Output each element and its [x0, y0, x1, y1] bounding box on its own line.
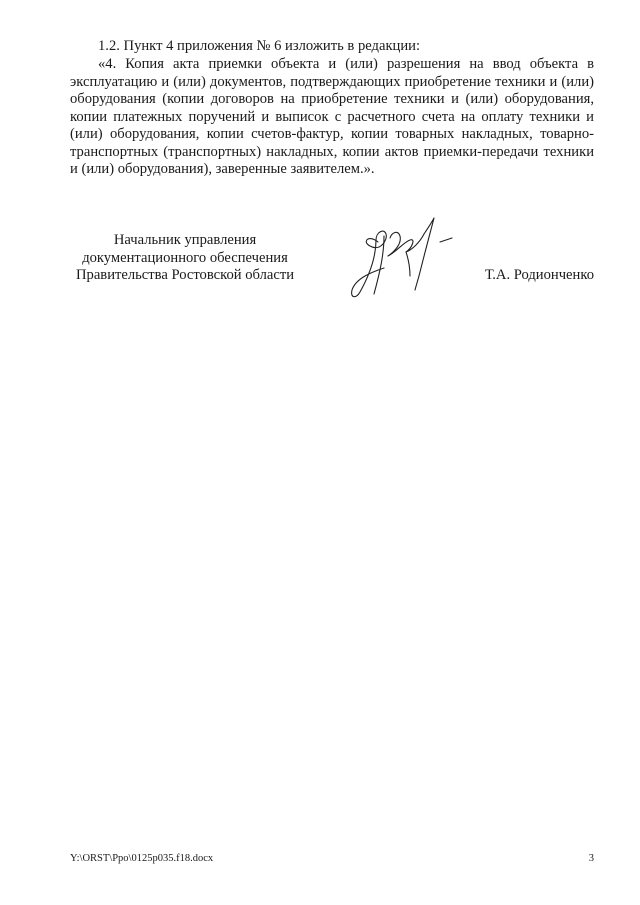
- item-text-paragraph: «4. Копия акта приемки объекта и (или) разрешения на ввод объекта в эксплуатацию и (или) документов, подтверждающих приобретение техники и (или) оборудования (копии договоров на приобретение техники и (или) оборудования, копии платежных поручений и выписок с расчетного счета на оплату техники и (или) оборудования, копии счетов-фактур, копии товарных накладных, товарно-транспортных (транспортных) накладных, копии актов приемки-передачи техники и (или) оборудования), заверенные заявителем.».: [70, 56, 594, 177]
- handwritten-signature-icon: [340, 212, 455, 307]
- footer-page-number: 3: [588, 853, 594, 864]
- signer-position-line-2: документационного обеспечения: [82, 249, 288, 266]
- signer-position-line-1: Начальник управления: [113, 232, 257, 248]
- item-heading: 1.2. Пункт 4 приложения № 6 изложить в редакции:: [98, 38, 421, 54]
- signer-name: Т.А. Родионченко: [484, 267, 594, 283]
- footer-file-path: Y:\ORST\Ppo\0125p035.f18.docx: [70, 853, 214, 864]
- signer-position-line-3: Правительства Ростовской области: [75, 267, 295, 283]
- signer-position-block: [60, 232, 310, 285]
